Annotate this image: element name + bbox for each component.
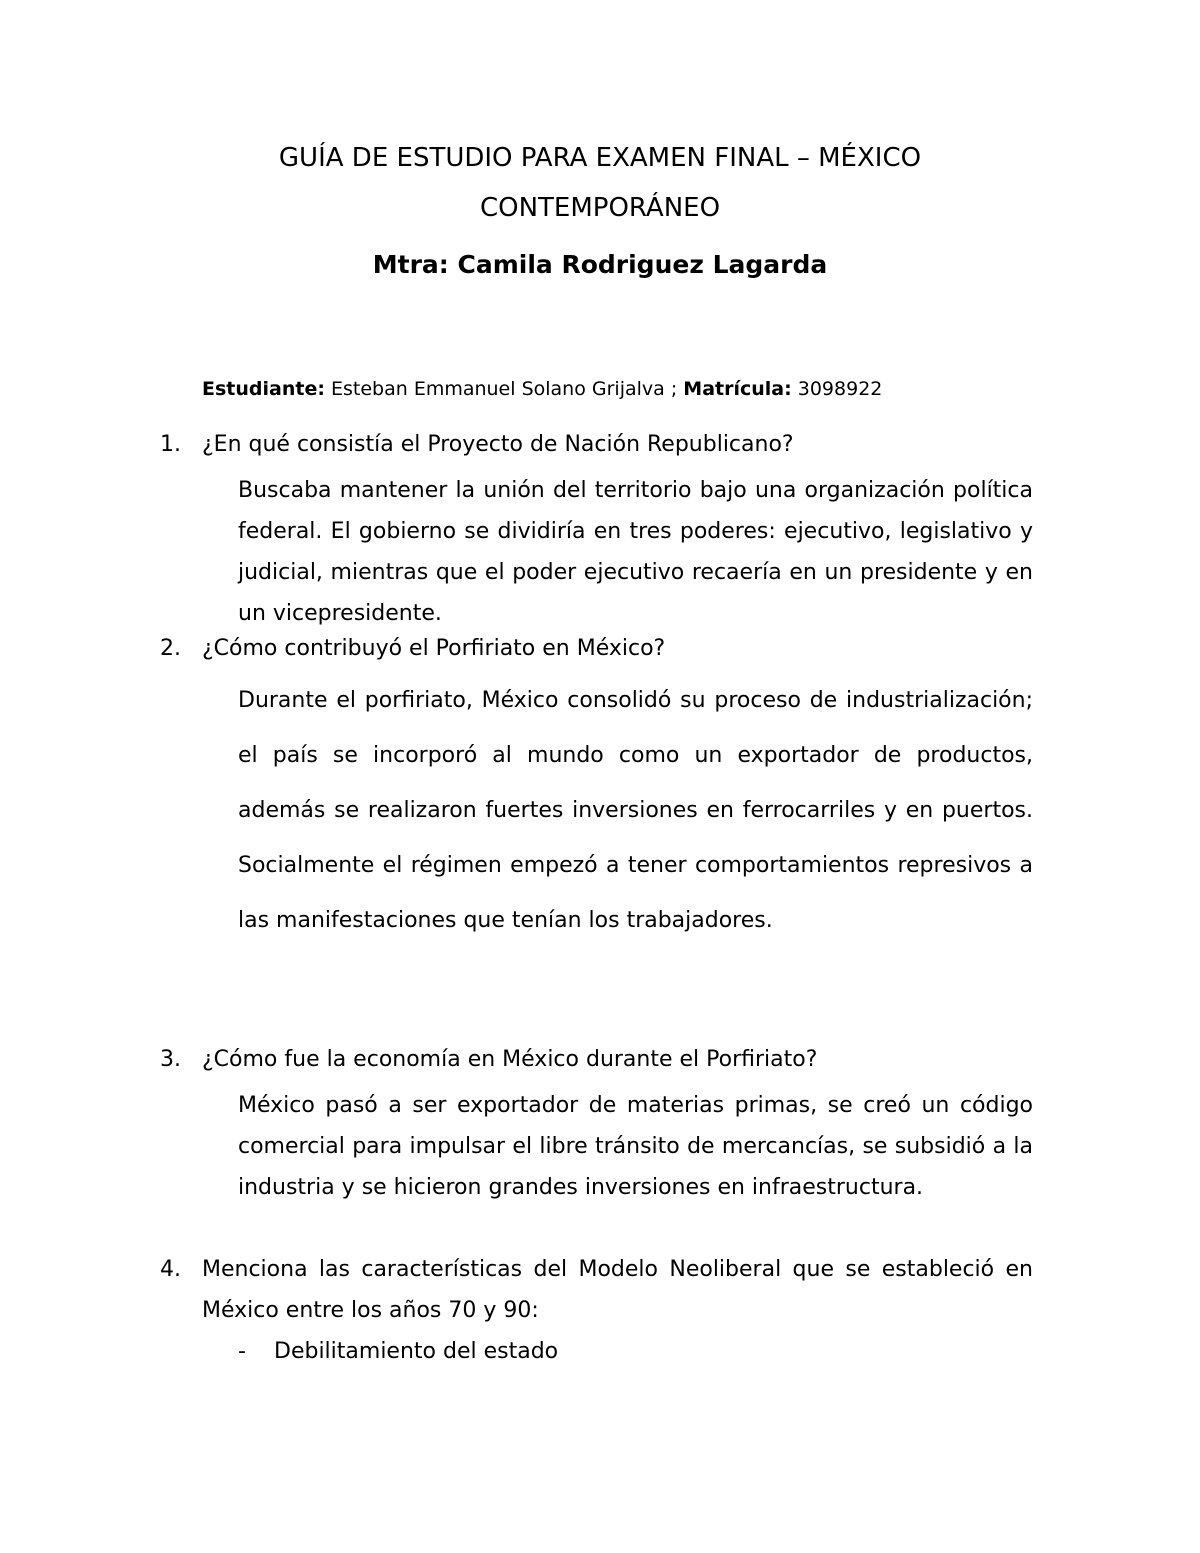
answer-2: Durante el porfiriato, México consolidó su proceso de industrialización; el país se incorporó al mundo como un exportador de productos, además se realizaron fuertes inversiones en ferrocarriles y en puertos. Socialmente el régimen empezó a tener comportamientos represivos a las manifestaciones que tenían los trabajadores. <box>238 688 1033 933</box>
teacher-name: Mtra: Camila Rodriguez Lagarda <box>372 250 828 279</box>
question-number: 2. <box>160 636 181 661</box>
question-number: 1. <box>160 432 181 457</box>
question-number: 4. <box>160 1257 181 1282</box>
matricula-label: Matrícula: <box>683 378 792 400</box>
page-title: GUÍA DE ESTUDIO PARA EXAMEN FINAL – MÉXICO CONTEMPORÁNEO <box>278 143 922 223</box>
answer-3: México pasó a ser exportador de materias primas, se creó un código comercial para impulsar el libre tránsito de mercancías, se subsidió a la industria y se hicieron grandes inversiones en infraestructura. <box>238 1093 1033 1200</box>
bullet-text: Debilitamiento del estado <box>274 1339 559 1364</box>
bullet-marker: - <box>238 1339 246 1364</box>
list-item <box>238 1331 558 1372</box>
question-2 <box>160 636 665 661</box>
question-4 <box>160 1249 1033 1331</box>
question-text: ¿Cómo fue la economía en México durante el Porfiriato? <box>202 1047 818 1072</box>
matricula-value: 3098922 <box>797 378 883 400</box>
student-info <box>202 378 882 400</box>
question-text: ¿Cómo contribuyó el Porfiriato en México? <box>202 636 666 661</box>
question-text: ¿En qué consistía el Proyecto de Nación Republicano? <box>202 432 794 457</box>
question-number: 3. <box>160 1047 181 1072</box>
question-text: Menciona las características del Modelo Neoliberal que se estableció en México entre los años 70 y 90: <box>202 1257 1033 1323</box>
student-name: Esteban Emmanuel Solano Grijalva ; <box>330 378 678 400</box>
answer-1: Buscaba mantener la unión del territorio bajo una organización política federal. El gobierno se dividiría en tres poderes: ejecutivo, legislativo y judicial, mientras que el poder ejecutivo recaería en un presidente y en un vicepresidente. <box>238 478 1033 626</box>
question-1 <box>160 432 794 457</box>
question-3 <box>160 1047 817 1072</box>
student-label: Estudiante: <box>202 378 325 400</box>
